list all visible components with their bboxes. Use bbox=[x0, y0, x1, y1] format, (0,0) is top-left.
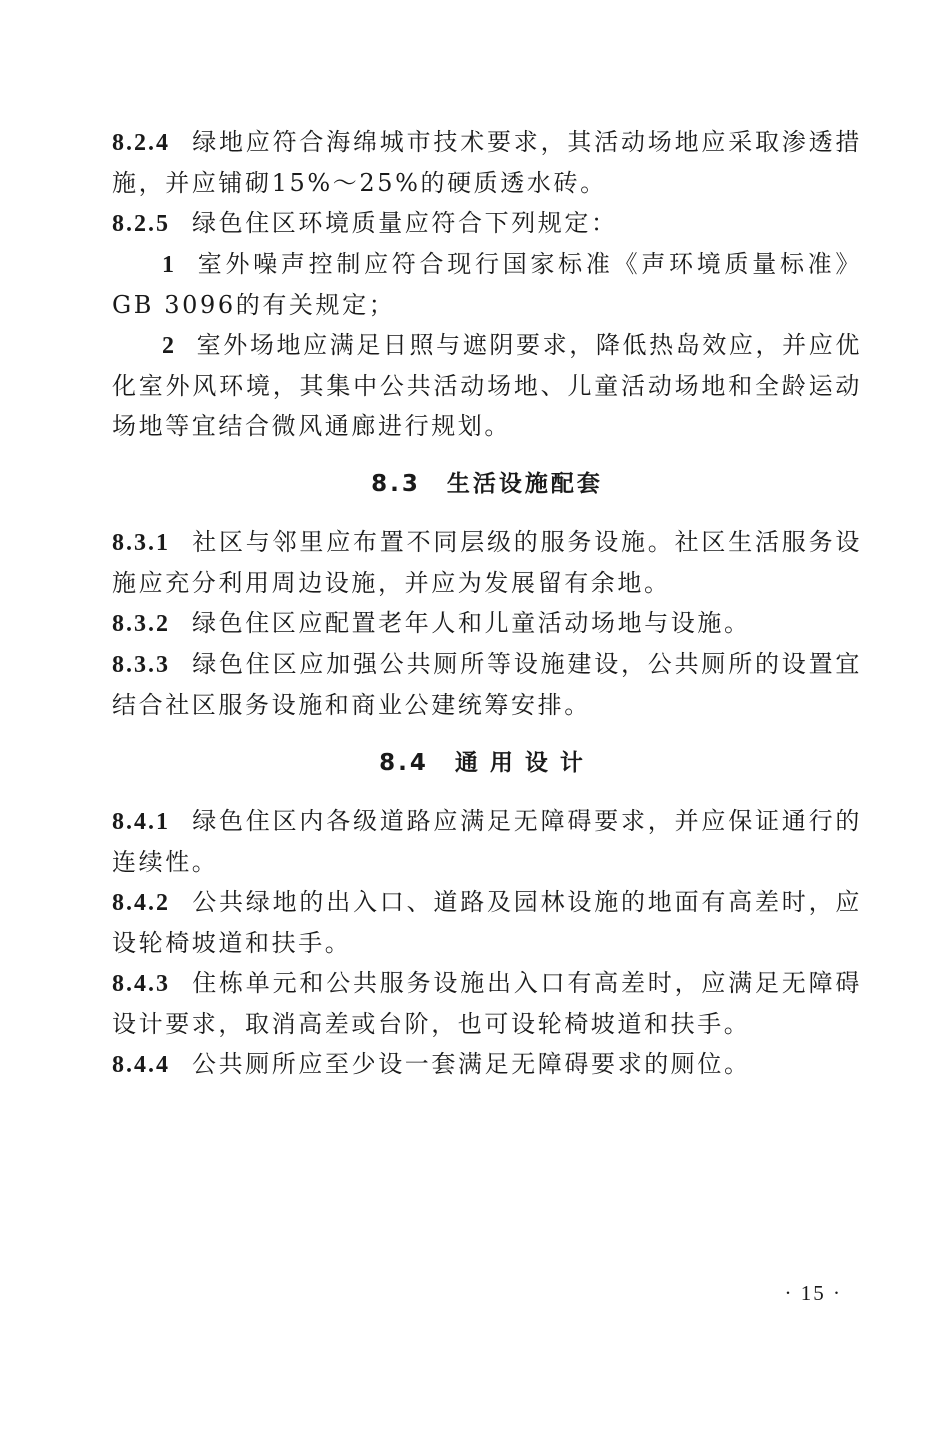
clause-8-4-4 bbox=[112, 1044, 862, 1085]
clause-number: 8.3.2 bbox=[112, 611, 170, 637]
clause-8-2-5-item-2 bbox=[112, 325, 862, 446]
clause-number: 8.4.3 bbox=[112, 971, 170, 997]
clause-8-2-5 bbox=[112, 203, 862, 244]
clause-8-4-1 bbox=[112, 801, 862, 882]
clause-8-3-3 bbox=[112, 644, 862, 725]
section-heading-8-4 bbox=[112, 743, 862, 783]
clause-number: 8.2.5 bbox=[112, 211, 170, 237]
clause-number: 8.4.4 bbox=[112, 1052, 170, 1078]
clause-text: 绿色住区应配置老年人和儿童活动场地与设施。 bbox=[192, 609, 751, 637]
item-text: 室外场地应满足日照与遮阴要求，降低热岛效应，并应优化室外风环境，其集中公共活动场地、儿童活动场地和全龄运动场地等宜结合微风通廊进行规划。 bbox=[112, 331, 862, 440]
clause-number: 8.4.2 bbox=[112, 890, 170, 916]
document-page bbox=[112, 122, 862, 1085]
item-text: 室外噪声控制应符合现行国家标准《声环境质量标准》GB 3096的有关规定； bbox=[112, 250, 862, 319]
section-number: 8.3 bbox=[371, 471, 421, 497]
clause-number: 8.3.3 bbox=[112, 652, 170, 678]
clause-text: 绿地应符合海绵城市技术要求，其活动场地应采取渗透措施，并应铺砌15%～25%的硬质透水砖。 bbox=[112, 128, 862, 197]
page-number: · 15 · bbox=[784, 1281, 842, 1305]
section-heading-8-3 bbox=[112, 464, 862, 504]
clause-text: 绿色住区应加强公共厕所等设施建设，公共厕所的设置宜结合社区服务设施和商业公建统筹安排。 bbox=[112, 650, 862, 719]
clause-text: 绿色住区内各级道路应满足无障碍要求，并应保证通行的连续性。 bbox=[112, 807, 862, 876]
item-number: 1 bbox=[162, 252, 177, 278]
clause-text: 社区与邻里应布置不同层级的服务设施。社区生活服务设施应充分利用周边设施，并应为发展留有余地。 bbox=[112, 528, 862, 597]
item-number: 2 bbox=[162, 333, 177, 359]
clause-8-2-4 bbox=[112, 122, 862, 203]
clause-8-4-2 bbox=[112, 882, 862, 963]
clause-text: 住栋单元和公共服务设施出入口有高差时，应满足无障碍设计要求，取消高差或台阶，也可设轮椅坡道和扶手。 bbox=[112, 969, 862, 1038]
clause-number: 8.2.4 bbox=[112, 130, 170, 156]
clause-text: 绿色住区环境质量应符合下列规定： bbox=[192, 209, 618, 237]
section-title: 生活设施配套 bbox=[446, 471, 603, 497]
clause-number: 8.4.1 bbox=[112, 809, 170, 835]
clause-8-2-5-item-1 bbox=[112, 244, 862, 325]
clause-8-3-1 bbox=[112, 522, 862, 603]
clause-8-4-3 bbox=[112, 963, 862, 1044]
clause-8-3-2 bbox=[112, 603, 862, 644]
clause-number: 8.3.1 bbox=[112, 530, 170, 556]
clause-text: 公共绿地的出入口、道路及园林设施的地面有高差时，应设轮椅坡道和扶手。 bbox=[112, 888, 862, 957]
section-number: 8.4 bbox=[379, 750, 429, 776]
clause-text: 公共厕所应至少设一套满足无障碍要求的厕位。 bbox=[192, 1050, 751, 1078]
section-title: 通用设计 bbox=[454, 750, 595, 776]
